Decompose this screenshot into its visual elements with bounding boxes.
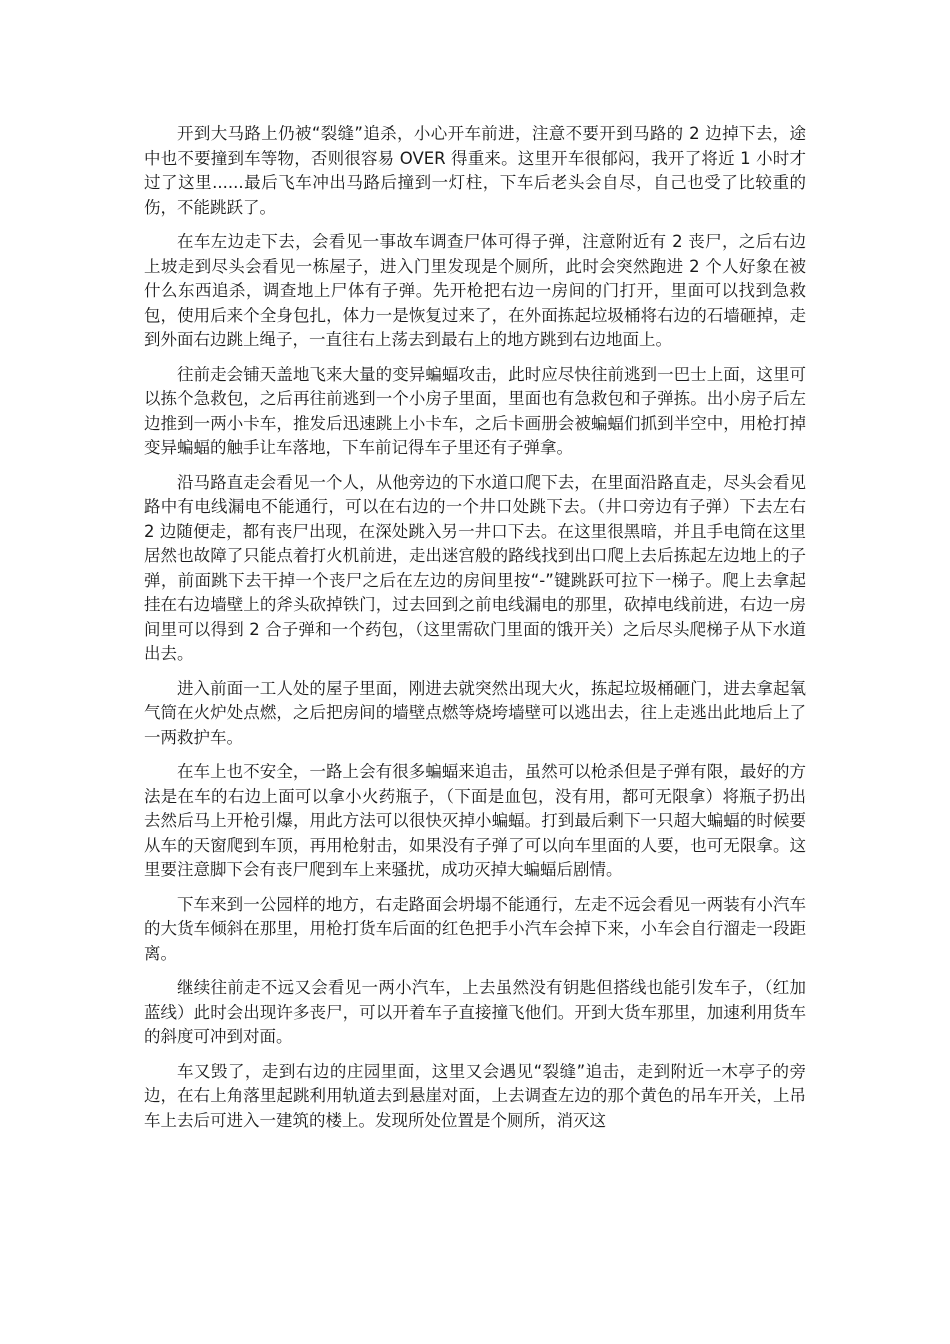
paragraph-2: 在车左边走下去，会看见一事故车调查尸体可得子弹，注意附近有 2 丧尸，之后右边上坡走到尽头会看见一栋屋子，进入门里发现是个厕所，此时会突然跑进 2 个人好象在被什么东西追杀，调查地上尸体有子弹。先开枪把右边一房间的门打开，里面可以找到急救包，使用后来个全身包扎，体力一是恢复过来了，在外面拣起垃圾桶将右边的石墙砸掉，走到外面右边跳上绳子，一直往右上荡去到最右上的地方跳到右边地面上。 — [144, 232, 806, 349]
paragraph-7: 下车来到一公园样的地方，右走路面会坍塌不能通行，左走不远会看见一两装有小汽车的大货车倾斜在那里，用枪打货车后面的红色把手小汽车会掉下来，小车会自行溜走一段距离。 — [144, 894, 806, 963]
paragraph-3: 往前走会铺天盖地飞来大量的变异蝙蝠攻击，此时应尽快往前逃到一巴士上面，这里可以拣个急救包，之后再往前逃到一个小房子里面，里面也有急救包和子弹拣。出小房子后左边推到一两小卡车，推发后迅速跳上小卡车，之后卡画册会被蝙蝠们抓到半空中，用枪打掉变异蝙蝠的触手让车落地，下车前记得车子里还有子弹拿。 — [144, 364, 806, 457]
paragraph-1: 开到大马路上仍被“裂缝”追杀，小心开车前进，注意不要开到马路的 2 边掉下去，途中也不要撞到车等物，否则很容易 OVER 得重来。这里开车很郁闷，我开了将近 1 小时才过了这里......最后飞车冲出马路后撞到一灯柱，下车后老头会自尽，自己也受了比较重的伤，不能跳跃了。 — [144, 124, 806, 217]
paragraph-8: 继续往前走不远又会看见一两小汽车，上去虽然没有钥匙但搭线也能引发车子，（红加蓝线）此时会出现许多丧尸，可以开着车子直接撞飞他们。开到大货车那里，加速利用货车的斜度可冲到对面。 — [144, 978, 806, 1046]
paragraph-5: 进入前面一工人处的屋子里面，刚进去就突然出现大火，拣起垃圾桶砸门，进去拿起氧气筒在火炉处点燃，之后把房间的墙壁点燃等烧垮墙壁可以逃出去，往上走逃出此地后上了一两救护车。 — [144, 678, 806, 747]
paragraph-4: 沿马路直走会看见一个人，从他旁边的下水道口爬下去，在里面沿路直走，尽头会看见路中有电线漏电不能通行，可以在右边的一个井口处跳下去。（井口旁边有子弹）下去左右 2 边随便走，都有丧尸出现，在深处跳入另一井口下去。在这里很黑暗，并且手电筒在这里居然也故障了只能点着打火机前进，走出迷宫般的路线找到出口爬上去后拣起左边地上的子弹，前面跳下去干掉一个丧尸之后在左边的房间里按“-”键跳跃可拉下一梯子。爬上去拿起挂在右边墙壁上的斧头砍掉铁门，过去回到之前电线漏电的那里，砍掉电线前进，右边一房间里可以得到 2 合子弹和一个药包，（这里需砍门里面的饿开关）之后尽头爬梯子从下水道出去。 — [144, 472, 806, 663]
paragraph-9: 车又毁了，走到右边的庄园里面，这里又会遇见“裂缝”追击，走到附近一木亭子的旁边，在右上角落里起跳利用轨道去到悬崖对面，上去调查左边的那个黄色的吊车开关，上吊车上去后可进入一建筑的楼上。发现所处位置是个厕所，消灭这 — [144, 1061, 806, 1130]
document-body — [144, 122, 806, 1143]
paragraph-6: 在车上也不安全，一路上会有很多蝙蝠来追击，虽然可以枪杀但是子弹有限，最好的方法是在车的右边上面可以拿小火药瓶子，（下面是血包，没有用，都可无限拿）将瓶子扔出去然后马上开枪引爆，用此方法可以很快灭掉小蝙蝠。打到最后剩下一只超大蝙蝠的时候要从车的天窗爬到车顶，再用枪射击，如果没有子弹了可以向车里面的人要，也可无限拿。这里要注意脚下会有丧尸爬到车上来骚扰，成功灭掉大蝙蝠后剧情。 — [144, 762, 806, 879]
